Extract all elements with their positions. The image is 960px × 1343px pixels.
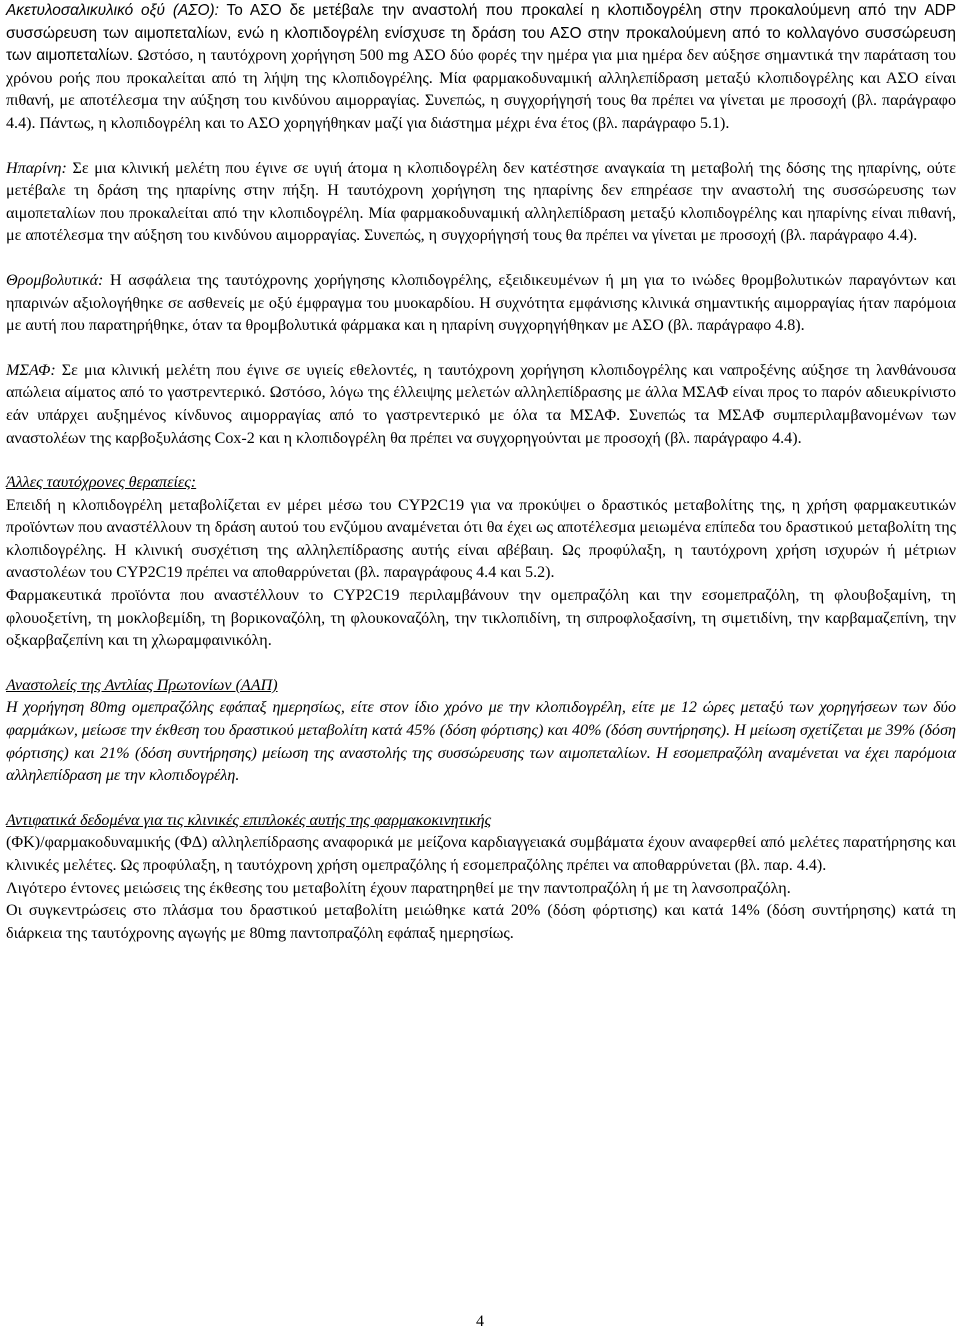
thrombolytics-text: Η ασφάλεια της ταυτόχρονης χορήγησης κλοπιδογρέλης, εξειδικευμένων ή μη για το ινώδες θρομβολυτικών παραγόντων και ηπαρινών αξιολογήθηκε σε ασθενείς με οξύ έμφραγμα του μυοκαρδίου. Η συχνότητα εμφάνισης κλινικά σημαντικής αιμορραγίας ήταν παρόμοια με αυτή που παρατηρήθηκε, όταν τα θρομβολυτικά φάρμακα και η ηπαρίνη συγχορηγήθηκαν με ΑΣΟ (βλ. παράγραφο 4.8).	[6, 271, 956, 335]
document-page	[6, 0, 956, 945]
page-number: 4	[476, 1313, 484, 1330]
thrombolytics-label: Θρομβολυτικά:	[6, 271, 104, 289]
nsaid-label: ΜΣΑΦ:	[6, 361, 56, 379]
contradictory-heading: Αντιφατικά δεδομένα για τις κλινικές επιπλοκές αυτής της φαρμακοκινητικής	[6, 811, 492, 829]
contradictory-text-c: Οι συγκεντρώσεις στο πλάσμα του δραστικού μεταβολίτη μειώθηκε κατά 20% (δόση φόρτισης) και κατά 14% (δόση συντήρησης) κατά τη διάρκεια της ταυτόχρονης αγωγής με 80mg παντοπραζόλη εφάπαξ ημερησίως.	[6, 902, 956, 942]
other-therapies-text-a: Επειδή η κλοπιδογρέλη μεταβολίζεται εν μέρει μέσω του CYP2C19 για να προκύψει ο δραστικός μεταβολίτης της, η χρήση φαρμακευτικών προϊόντων που αναστέλλουν τη δράση αυτού του ενζύμου αναμένεται ότι θα έχει ως αποτέλεσμα μειωμένα επίπεδα του δραστικού μεταβολίτη της κλοπιδογρέλης. Η κλινική συσχέτιση της αλληλεπίδρασης αυτής είναι αβέβαιη. Ως προφύλαξη, η ταυτόχρονη χρήση ισχυρών ή μέτριων αναστολέων του CYP2C19 πρέπει να αποθαρρύνεται (βλ. παραγράφους 4.4 και 5.2).	[6, 496, 956, 582]
paragraph-thrombolytics	[6, 270, 956, 338]
other-therapies-text-b: Φαρμακευτικά προϊόντα που αναστέλλουν το CYP2C19 περιλαμβάνουν την ομεπραζόλη και την εσομεπραζόλη, τη φλουβοξαμίνη, τη φλουοξετίνη, τη μοκλοβεμίδη, τη βορικοναζόλη, τη φλουκοναζόλη, την τικλοπιδίνη, τη σιπροφλοξασίνη, τη σιμετιδίνη, την καρβαμαζεπίνη, την οξκαρβαζεπίνη και τη χλωραμφαινικόλη.	[6, 587, 956, 650]
aso-text-b: Ωστόσο, η ταυτόχρονη χορήγηση 500 mg ΑΣΟ δύο φορές την ημέρα για μια ημέρα δεν αύξησε σημαντικά την παράταση του χρόνου ροής που προκαλείται από τη λήψη της κλοπιδογρέλης. Μία φαρμακοδυναμική αλληλεπίδραση μεταξύ κλοπιδογρέλης και ΑΣΟ είναι πιθανή, με αποτέλεσμα την αύξηση του κινδύνου αιμορραγίας. Συνεπώς, η συγχορήγησή τους θα πρέπει να γίνεται με προσοχή (βλ. παράγραφο 4.4). Πάντως, η κλοπιδογρέλη και το ΑΣΟ χορηγήθηκαν μαζί για διάστημα μέχρι ένα έτος (βλ. παράγραφο 5.1).	[6, 47, 956, 132]
contradictory-text-b: Λιγότερο έντονες μειώσεις της έκθεσης του μεταβολίτη έχουν παρατηρηθεί με την παντοπραζόλη ή με τη λανσοπραζόλη.	[6, 879, 791, 897]
paragraph-nsaid	[6, 360, 956, 450]
aso-label: Ακετυλοσαλικυλικό οξύ (ΑΣΟ):	[6, 2, 219, 19]
paragraph-aso	[6, 0, 956, 136]
ppi-heading: Αναστολείς της Αντλίας Πρωτονίων (ΑΑΠ)	[6, 676, 278, 694]
ppi-text: Η χορήγηση 80mg ομεπραζόλης εφάπαξ ημερησίως, είτε στον ίδιο χρόνο με την κλοπιδογρέλη, είτε με 12 ώρες μεταξύ των χορηγήσεων των δύο φαρμάκων, μείωσε την έκθεση του δραστικού μεταβολίτη κατά 45% (δόση φόρτισης) και 40% (δόση συντήρησης). Η μείωση σχετίζεται με 39% (δόση φόρτισης) και 21% (δόση συντήρησης) μείωση της αναστολής της συσσώρευσης των αιμοπεταλίων. Η εσομεπραζόλη αναμένεται να έχει παρόμοια αλληλεπίδραση με την κλοπιδογρέλη.	[6, 699, 956, 785]
contradictory-text-a: (ΦΚ)/φαρμακοδυναμικής (ΦΔ) αλληλεπίδρασης αναφορικά με μείζονα καρδιαγγειακά συμβάματα έχουν αναφερθεί από μελέτες παρατήρησης και κλινικές μελέτες. Ως προφύλαξη, η ταυτόχρονη χρήση ομεπραζόλης ή εσομεπραζόλης πρέπει να αποθαρρύνεται (βλ. παρ. 4.4).	[6, 834, 956, 874]
heparin-label: Ηπαρίνη:	[6, 159, 67, 177]
paragraph-heparin	[6, 158, 956, 248]
aso-text-a: Το ΑΣΟ δε μετέβαλε την αναστολή που προκαλεί η κλοπιδογρέλη στην προκαλούμενη από την ADP συσσώρευση των αιμοπεταλίων, ενώ η κλοπιδογρέλη ενίσχυσε τη δράση του ΑΣΟ στην προκαλούμενη από το κολλαγόνο συσσώρευση των αιμοπεταλίων.	[6, 2, 956, 65]
other-therapies-heading: Άλλες ταυτόχρονες θεραπείες:	[6, 474, 197, 492]
heparin-text: Σε μια κλινική μελέτη που έγινε σε υγιή άτομα η κλοπιδογρέλη δεν κατέστησε αναγκαία τη μεταβολή της δόσης της ηπαρίνης, ούτε μετέβαλε τη δράση της ηπαρίνης στην πήξη. Η ταυτόχρονη χορήγηση της ηπαρίνης δεν επηρέασε την αναστολή της συσσώρευσης των αιμοπεταλίων που προκαλείται από την κλοπιδογρέλη. Μία φαρμακοδυναμική αλληλεπίδραση μεταξύ κλοπιδογρέλης και ηπαρίνης είναι πιθανή, με αποτέλεσμα την αύξηση του κινδύνου αιμορραγίας. Συνεπώς, η συγχορήγησή τους θα πρέπει να γίνεται με προσοχή (βλ. παράγραφο 4.4).	[6, 159, 956, 245]
nsaid-text: Σε μια κλινική μελέτη που έγινε σε υγιείς εθελοντές, η ταυτόχρονη χορήγηση κλοπιδογρέλης και ναπροξένης αύξησε τη λανθάνουσα απώλεια αίματος από το γαστρεντερικό. Ωστόσο, λόγω της έλλειψης μελετών αλληλεπίδρασης με άλλα ΜΣΑΦ είναι προς το παρόν αδιευκρίνιστο εάν υπάρχει αυξημένος κίνδυνος αιμορραγίας από το γαστρεντερικό με όλα τα ΜΣΑΦ. Συνεπώς τα ΜΣΑΦ συμπεριλαμβανομένων των αναστολέων της καρβοξυλάσης Cox-2 και η κλοπιδογρέλη θα πρέπει να συγχορηγούνται με προσοχή (βλ. παράγραφο 4.4).	[6, 361, 956, 447]
